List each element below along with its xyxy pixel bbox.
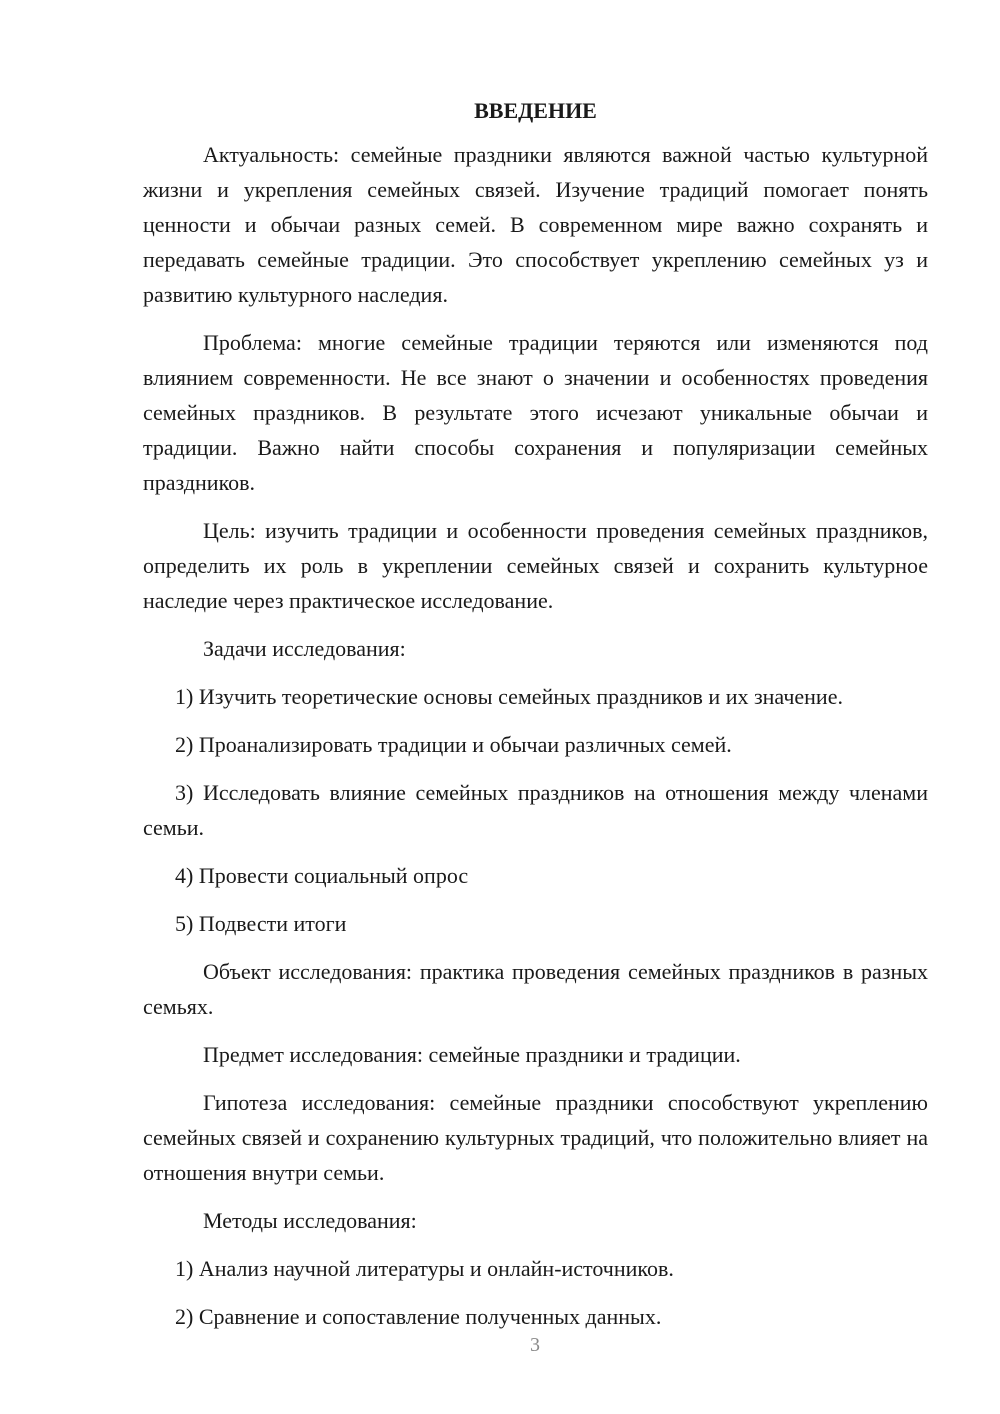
page-number: 3 (530, 1334, 540, 1356)
task-item: 4) Провести социальный опрос (175, 863, 469, 888)
page-content (143, 96, 928, 1347)
page-title: ВВЕДЕНИЕ (474, 98, 597, 123)
task-item: 1) Изучить теоретические основы семейных праздников и их значение. (175, 684, 843, 709)
tasks-heading: Задачи исследования: (203, 636, 406, 661)
paragraph-object: Объект исследования: практика проведения семейных праздников в разных семьях. (143, 959, 928, 1019)
paragraph-hypothesis: Гипотеза исследования: семейные праздники способствуют укреплению семейных связей и сохранению культурных традиций, что положительно влияет на отношения внутри семьи. (143, 1090, 928, 1185)
paragraph-subject: Предмет исследования: семейные праздники и традиции. (203, 1042, 741, 1067)
task-item: 5) Подвести итоги (175, 911, 347, 936)
method-item: 1) Анализ научной литературы и онлайн-источников. (175, 1256, 674, 1281)
paragraph-goal: Цель: изучить традиции и особенности проведения семейных праздников, определить их роль в укреплении семейных связей и сохранить культурное наследие через практическое исследование. (143, 518, 928, 613)
task-item: 2) Проанализировать традиции и обычаи различных семей. (175, 732, 732, 757)
methods-heading: Методы исследования: (203, 1208, 417, 1233)
method-item: 2) Сравнение и сопоставление полученных данных. (175, 1304, 662, 1329)
task-item: 3) Исследовать влияние семейных праздников на отношения между членами семьи. (143, 780, 928, 840)
paragraph-relevance: Актуальность: семейные праздники являются важной частью культурной жизни и укрепления семейных связей. Изучение традиций помогает понять ценности и обычаи разных семей. В современном мире важно сохранять и передавать семейные традиции. Это способствует укреплению семейных уз и развитию культурного наследия. (143, 142, 928, 307)
paragraph-problem: Проблема: многие семейные традиции теряются или изменяются под влиянием современности. Не все знают о значении и особенностях проведения семейных праздников. В результате этого исчезают уникальные обычаи и традиции. Важно найти способы сохранения и популяризации семейных праздников. (143, 330, 928, 495)
